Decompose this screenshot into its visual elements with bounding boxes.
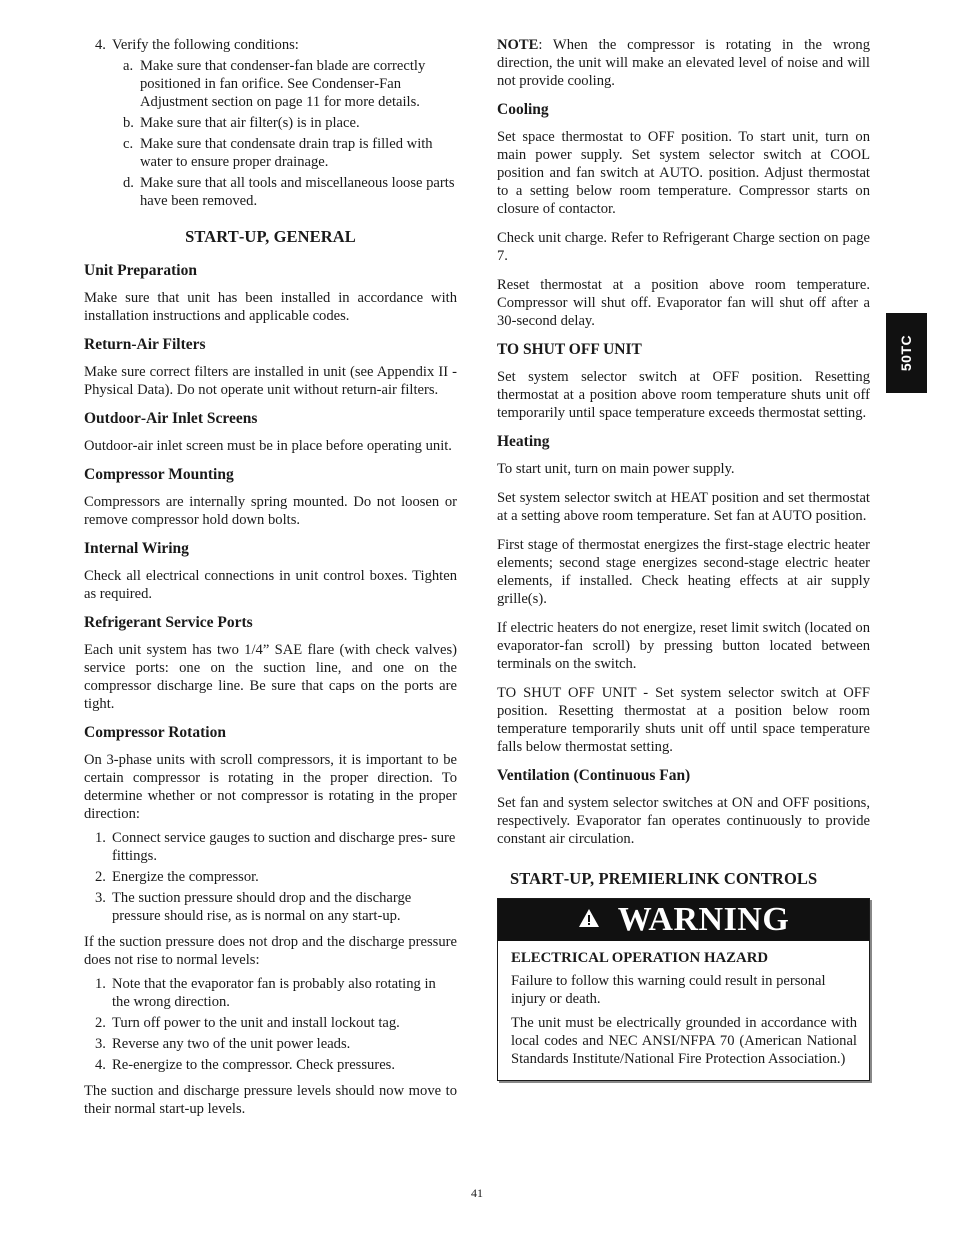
heating-text: If electric heaters do not energize, reset limit switch (located on evaporator‑fan scroll) by pressing button located between terminals on the switch.: [497, 620, 870, 672]
list-item: 1. Connect service gauges to suction and discharge pres‑ sure fittings.: [95, 830, 456, 864]
heating-heading: Heating: [497, 433, 550, 450]
list-item: c. Make sure that condensate drain trap is filled with water to ensure proper drainage.: [123, 136, 433, 170]
internal-wiring-heading: Internal Wiring: [84, 540, 189, 557]
heating-text: To start unit, turn on main power supply.: [497, 461, 735, 477]
outdoor-air-screens-heading: Outdoor‑Air Inlet Screens: [84, 410, 258, 427]
list-item: 4. Verify the following conditions:: [95, 37, 299, 53]
list-item: 1. Note that the evaporator fan is probably also rotating in the wrong direction.: [95, 976, 436, 1010]
return-air-filters-heading: Return‑Air Filters: [84, 336, 206, 353]
refrigerant-service-ports-text: Each unit system has two 1/4” SAE flare (with check valves) service ports: one on the suction line, and one on the compressor discharge line. Be sure that caps on the ports are tight.: [84, 642, 457, 712]
compressor-rotation-heading: Compressor Rotation: [84, 724, 226, 741]
warning-box: [497, 898, 870, 1081]
list-item: 3. The suction pressure should drop and the discharge pressure should rise, as is normal on any start‑up.: [95, 890, 412, 924]
outdoor-air-screens-text: Outdoor‑air inlet screen must be in place before operating unit.: [84, 438, 452, 454]
right-column: [497, 36, 870, 1081]
list-item: 3. Reverse any two of the unit power leads.: [95, 1036, 351, 1052]
compressor-note: [497, 36, 870, 90]
verify-sublist: [84, 57, 457, 210]
list-item: b. Make sure that air filter(s) is in place.: [123, 115, 360, 131]
ventilation-heading: Ventilation (Continuous Fan): [497, 767, 691, 784]
warning-header: [498, 899, 869, 941]
list-item: d. Make sure that all tools and miscellaneous loose parts have been removed.: [123, 175, 455, 209]
rotation-steps-list: [84, 829, 457, 925]
refrigerant-service-ports-heading: Refrigerant Service Ports: [84, 614, 253, 631]
list-item: 4. Re‑energize to the compressor. Check pressures.: [95, 1057, 396, 1073]
unit-preparation-heading: Unit Preparation: [84, 262, 197, 279]
if-not-drop-text: If the suction pressure does not drop and the discharge pressure does not rise to normal levels:: [84, 934, 457, 968]
heating-text: TO SHUT OFF UNIT ‑ Set system selector switch at OFF position. Resetting thermostat at a position below room temperature temporarily shuts unit off until space temperature falls below thermostat setting.: [497, 685, 870, 755]
left-column: [84, 36, 457, 1129]
note-label: NOTE: [497, 37, 539, 53]
return-air-filters-text: Make sure correct filters are installed in unit (see Appendix II ‑ Physical Data). Do not operate unit without return‑air filters.: [84, 364, 457, 398]
note-text: : When the compressor is rotating in the wrong direction, the unit will make an elevated level of noise and will not provide cooling.: [497, 37, 870, 89]
internal-wiring-text: Check all electrical connections in unit control boxes. Tighten as required.: [84, 568, 457, 602]
shut-off-unit-heading: TO SHUT OFF UNIT: [497, 341, 642, 358]
cooling-text: Check unit charge. Refer to Refrigerant Charge section on page 7.: [497, 230, 870, 264]
fix-steps-list: [84, 975, 457, 1074]
warning-body: [498, 941, 869, 1080]
warning-text: The unit must be electrically grounded in accordance with local codes and NEC ANSI/NFPA 70 (American National Standards Institute/National Fire Protection Association.): [511, 1015, 857, 1067]
verify-list: [84, 36, 457, 54]
page-number: 41: [471, 1186, 483, 1200]
warning-triangle-icon: [578, 908, 600, 933]
heating-text: Set system selector switch at HEAT position and set thermostat at a setting above room temperature. Set fan at AUTO position.: [497, 490, 870, 524]
list-item: a. Make sure that condenser‑fan blade are correctly positioned in fan orifice. See Condenser‑Fan Adjustment section on page 11 for more details.: [123, 58, 426, 110]
startup-general-heading: START‑UP, GENERAL: [185, 227, 356, 246]
final-levels-text: The suction and discharge pressure levels should now move to their normal start‑up levels.: [84, 1083, 457, 1117]
heating-text: First stage of thermostat energizes the first‑stage electric heater elements; second stage energizes second‑stage electric heater elements, if installed. Check heating effects at air supply grille(s).: [497, 537, 870, 607]
compressor-mounting-heading: Compressor Mounting: [84, 466, 234, 483]
compressor-mounting-text: Compressors are internally spring mounted. Do not loosen or remove compressor hold down bolts.: [84, 494, 457, 528]
cooling-heading: Cooling: [497, 101, 549, 118]
unit-preparation-text: Make sure that unit has been installed in accordance with installation instructions and applicable codes.: [84, 290, 457, 324]
compressor-rotation-text: On 3‑phase units with scroll compressors, it is important to be certain compressor is rotating in the proper direction. To determine whether or not compressor is rotating in the proper direction:: [84, 752, 457, 822]
list-item: 2. Energize the compressor.: [95, 869, 259, 885]
hazard-heading: ELECTRICAL OPERATION HAZARD: [511, 950, 769, 966]
warning-text: Failure to follow this warning could result in personal injury or death.: [511, 973, 826, 1007]
side-tab-label: 50TC: [898, 334, 915, 372]
ventilation-text: Set fan and system selector switches at ON and OFF positions, respectively. Evaporator fan operates continuously to provide constant air circulation.: [497, 795, 870, 847]
cooling-text: Set space thermostat to OFF position. To start unit, turn on main power supply. Set system selector switch at COOL position and fan switch at AUTO. position. Adjust thermostat to a setting below room temperature. Compressor starts on closure of contactor.: [497, 129, 870, 217]
list-item: 2. Turn off power to the unit and install lockout tag.: [95, 1015, 400, 1031]
premierlink-heading: START‑UP, PREMIERLINK CONTROLS: [510, 869, 818, 888]
side-tab: [886, 313, 927, 393]
shut-off-unit-text: Set system selector switch at OFF position. Resetting thermostat at a position above room temperature shuts unit off temporarily until space temperature exceeds thermostat setting.: [497, 369, 870, 421]
cooling-text: Reset thermostat at a position above room temperature. Compressor will shut off. Evaporator fan will shut off after a 30‑second delay.: [497, 277, 870, 329]
warning-title: WARNING: [617, 901, 790, 938]
